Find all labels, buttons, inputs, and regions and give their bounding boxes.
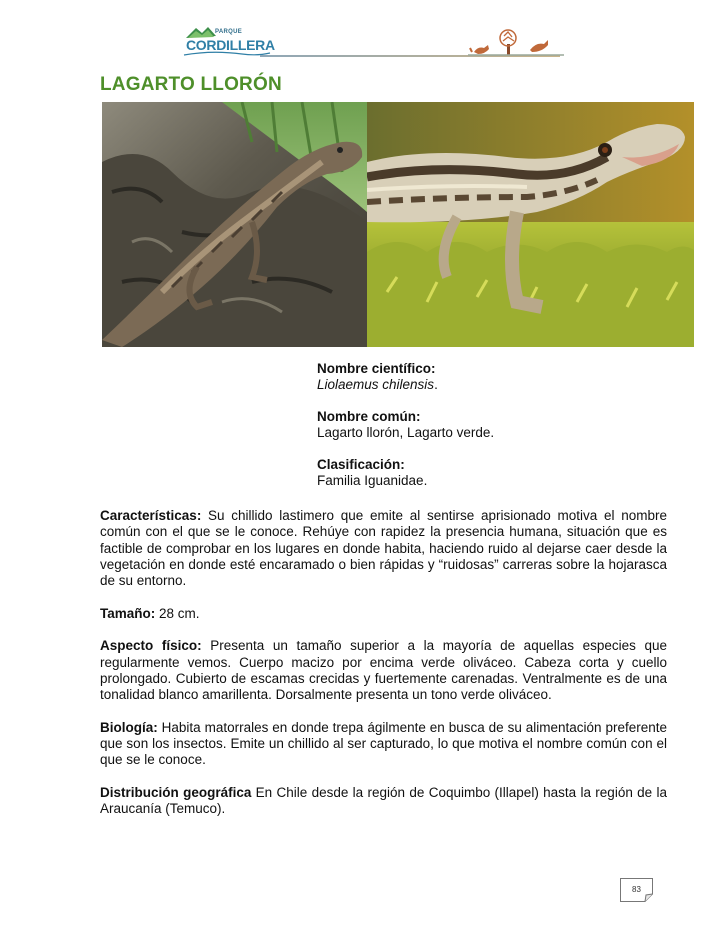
page-header	[182, 24, 566, 64]
size-paragraph: Tamaño: 28 cm.	[100, 605, 200, 621]
biology-paragraph: Biología: Habita matorrales en donde trepa ágilmente en busca de su alimentación preferente que son los insectos. Emite un chillido al ser capturado, lo que motiva el nombre común con el que se le conoce.	[100, 719, 667, 768]
characteristics-paragraph: Características: Su chillido lastimero que emite al sentirse aprisionado motiva el nombre común con el que se le conoce. Rehúye con rapidez la presencia humana, situación que es factible de comprobar en los lugares en donde habita, haciendo ruido al dejarse caer desde la vegetación en donde esté encaramado o bien rápidas y “ruidosas” carreras sobre la hojarasca de su entorno.	[100, 508, 667, 589]
species-info	[317, 361, 494, 489]
distribution-paragraph: Distribución geográfica En Chile desde la región de Coquimbo (Illapel) hasta la región de la Araucanía (Temuco).	[100, 785, 667, 817]
scientific-name-value: Liolaemus chilensis.	[317, 377, 438, 392]
page-number-badge	[620, 878, 653, 902]
header-illustration	[468, 28, 568, 58]
common-name-value: Lagarto llorón, Lagarto verde.	[317, 425, 495, 440]
common-name-label: Nombre común:	[317, 409, 421, 424]
scientific-name-label: Nombre científico:	[317, 361, 436, 376]
logo-small-text: PARQUE	[215, 29, 243, 35]
classification-label: Clasificación:	[317, 457, 405, 472]
lizard-on-moss-photo	[367, 102, 694, 347]
parque-cordillera-logo	[182, 24, 275, 60]
lizard-on-rock-photo	[102, 102, 367, 347]
appearance-paragraph: Aspecto físico: Presenta un tamaño superior a la mayoría de aquellas especies que regularmente vemos. Cuerpo macizo por encima verde oliváceo. Cabeza corta y cuello prolongado. Cubierto de escamas crecidas y fuertemente carenadas. Ventralmente es de una tonalidad blanco amarillenta. Dorsalmente presenta un tono verde oliváceo.	[100, 638, 667, 703]
classification-value: Familia Iguanidae.	[317, 473, 428, 488]
description-body	[100, 508, 667, 834]
page-number: 83	[632, 885, 641, 894]
page-title: LAGARTO LLORÓN	[100, 74, 282, 95]
lizard-photos	[102, 102, 694, 347]
logo-big-text: CORDILLERA	[186, 37, 275, 53]
